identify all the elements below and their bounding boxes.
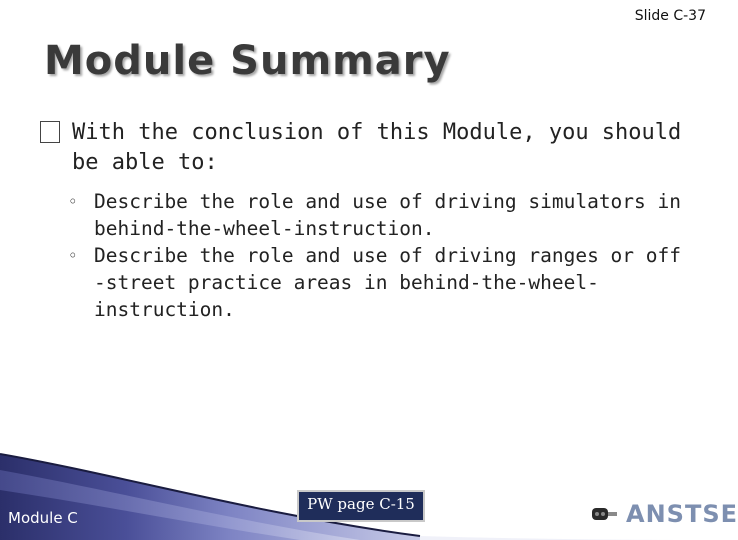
module-label: Module C xyxy=(8,509,78,527)
hollow-square-icon xyxy=(40,121,60,143)
sub-bullet-marker: ◦ xyxy=(68,246,78,265)
page-reference-box: PW page C-15 xyxy=(297,490,425,522)
anstse-logo xyxy=(590,500,738,528)
sub-bullet-text: Describe the role and use of driving ranges or off -street practice areas in behind-the-wheel- instruction. xyxy=(94,244,681,321)
sub-bullet-item xyxy=(54,242,690,323)
logo-text: ANSTSE xyxy=(626,500,738,528)
page-title: Module Summary xyxy=(44,38,451,84)
sub-bullet-text: Describe the role and use of driving simulators in behind-the-wheel-instruction. xyxy=(94,190,681,240)
sub-bullet-list xyxy=(40,188,690,323)
car-keys-icon xyxy=(590,502,618,526)
main-bullet-item xyxy=(40,118,690,178)
slide-content xyxy=(40,118,690,323)
main-bullet-text: With the conclusion of this Module, you should be able to: xyxy=(72,120,682,175)
sub-bullet-item xyxy=(54,188,690,242)
slide-number: Slide C-37 xyxy=(634,8,706,24)
sub-bullet-marker: ◦ xyxy=(68,192,78,211)
